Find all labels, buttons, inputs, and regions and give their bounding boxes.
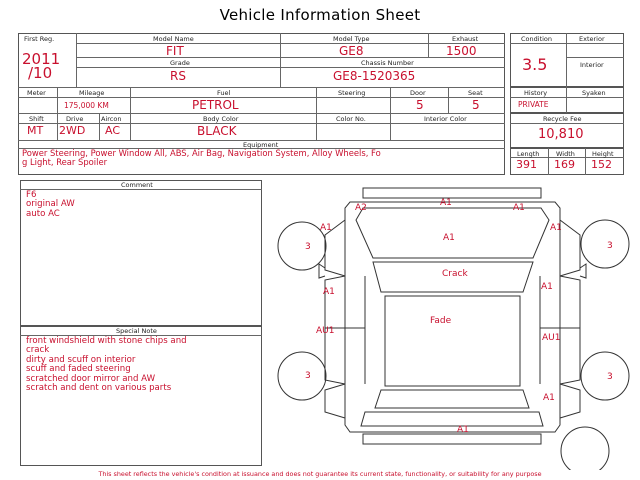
mark-front-left: A2 [355,203,367,213]
drive-value: 2WD [59,124,86,137]
width-label: Width [556,150,575,158]
roof-panel [385,296,520,386]
mark-wheel-rear-right: 3 [607,372,613,382]
special-note-line: scratch and dent on various parts [26,383,172,394]
first-reg-label: First Reg. [24,35,55,43]
drive-label: Drive [66,115,84,123]
mark-wheel-front-right: 3 [607,241,613,251]
left-rear-quarter [325,384,345,418]
sheet-title: Vehicle Information Sheet [219,6,421,24]
special-note-text [26,337,187,393]
rear-bumper [363,434,541,444]
equipment-line-2: g Light, Rear Spoiler [22,157,108,168]
length-label: Length [517,150,540,158]
car-diagram [265,180,640,470]
syaken-label: Syaken [582,89,606,97]
exhaust-value: 1500 [446,44,477,58]
special-note-line: scuff and faded steering [26,364,131,375]
comment-line: auto AC [26,208,60,219]
rear-window-panel [375,390,529,408]
right-fender [560,220,580,276]
model-type-label: Model Type [333,35,370,43]
model-type-value: GE8 [339,44,364,58]
spare-wheel [561,427,609,470]
mark-wheel-front-left: 3 [305,242,311,252]
left-mirror [319,264,325,278]
length-value: 391 [516,158,537,171]
equipment-text [22,149,381,168]
body-color-label: Body Color [203,115,239,123]
fuel-value: PETROL [192,98,239,112]
special-note-label: Special Note [116,327,157,335]
mark-wheel-rear-left: 3 [305,371,311,381]
door-label: Door [410,89,426,97]
shift-label: Shift [29,115,44,123]
wheel-front-left [278,222,326,270]
mark-rear-quarter-right: A1 [543,393,555,403]
meter-label: Meter [27,89,46,97]
grade-label: Grade [170,59,190,67]
mark-hood-right: A1 [550,223,562,233]
exterior-label: Exterior [579,35,605,43]
recycle-fee-value: 10,810 [538,127,584,142]
mark-roof: Fade [430,316,452,326]
shift-value: MT [27,124,44,137]
mark-door-rear-left: AU1 [316,326,335,336]
right-rear-quarter [560,384,580,418]
equipment-line-1: Power Steering, Power Window All, ABS, Air Bag, Navigation System, Alloy Wheels, Fo [22,148,381,158]
mark-door-front-left: A1 [323,287,335,297]
right-mirror [580,264,586,278]
condition-value: 3.5 [522,55,548,74]
mark-front-right: A1 [513,203,525,213]
height-value: 152 [591,158,612,171]
mileage-label: Mileage [79,89,105,97]
history-label: History [524,89,548,97]
rear-hatch-panel [361,412,543,426]
mark-windshield: Crack [442,269,468,279]
door-value: 5 [416,98,424,112]
condition-label: Condition [521,35,553,43]
right-side-panel [560,276,580,384]
mark-rear-bumper: A1 [457,425,469,435]
mark-hood: A1 [443,233,455,243]
first-reg-month: /10 [28,64,53,82]
width-value: 169 [554,158,575,171]
disclaimer-footer: This sheet reflects the vehicle's condition at issuance and does not guarantee its current state, functionality, or suitability for any purpose [98,470,542,478]
grade-value: RS [170,69,186,83]
front-bumper [363,188,541,198]
body-color-value: BLACK [197,124,237,138]
comment-line: F6 [26,190,37,200]
mark-front-center: A1 [440,198,452,208]
seat-value: 5 [472,98,480,112]
chassis-number-label: Chassis Number [361,59,414,67]
history-value: PRIVATE [518,100,549,109]
first-reg-year: 2011 [22,50,61,68]
special-note-line: crack [26,345,50,356]
mark-door-rear-right: AU1 [542,333,561,343]
mark-door-front-right: A1 [541,282,553,292]
seat-label: Seat [468,89,483,97]
special-note-line: front windshield with stone chips and [26,336,187,346]
recycle-fee-label: Recycle Fee [543,115,582,123]
comment-text [26,191,75,219]
chassis-number-value: GE8-1520365 [333,69,416,83]
comment-line: original AW [26,199,75,210]
wheel-rear-right [581,352,629,400]
wheel-front-right [581,220,629,268]
steering-label: Steering [338,89,366,97]
aircon-label: Aircon [101,115,122,123]
aircon-value: AC [105,124,121,137]
model-name-label: Model Name [153,35,194,43]
equipment-label: Equipment [243,141,279,149]
comment-label: Comment [121,181,153,189]
mileage-value: 175,000 KM [64,101,109,110]
interior-label: Interior [580,61,604,69]
height-label: Height [592,150,614,158]
model-name-value: FIT [166,44,184,58]
mark-hood-left: A1 [320,223,332,233]
interior-color-label: Interior Color [424,115,467,123]
exhaust-label: Exhaust [452,35,479,43]
special-note-line: scratched door mirror and AW [26,373,156,384]
wheel-rear-left [278,352,326,400]
special-note-line: dirty and scuff on interior [26,354,136,365]
color-no-label: Color No. [336,115,366,123]
fuel-label: Fuel [217,89,231,97]
